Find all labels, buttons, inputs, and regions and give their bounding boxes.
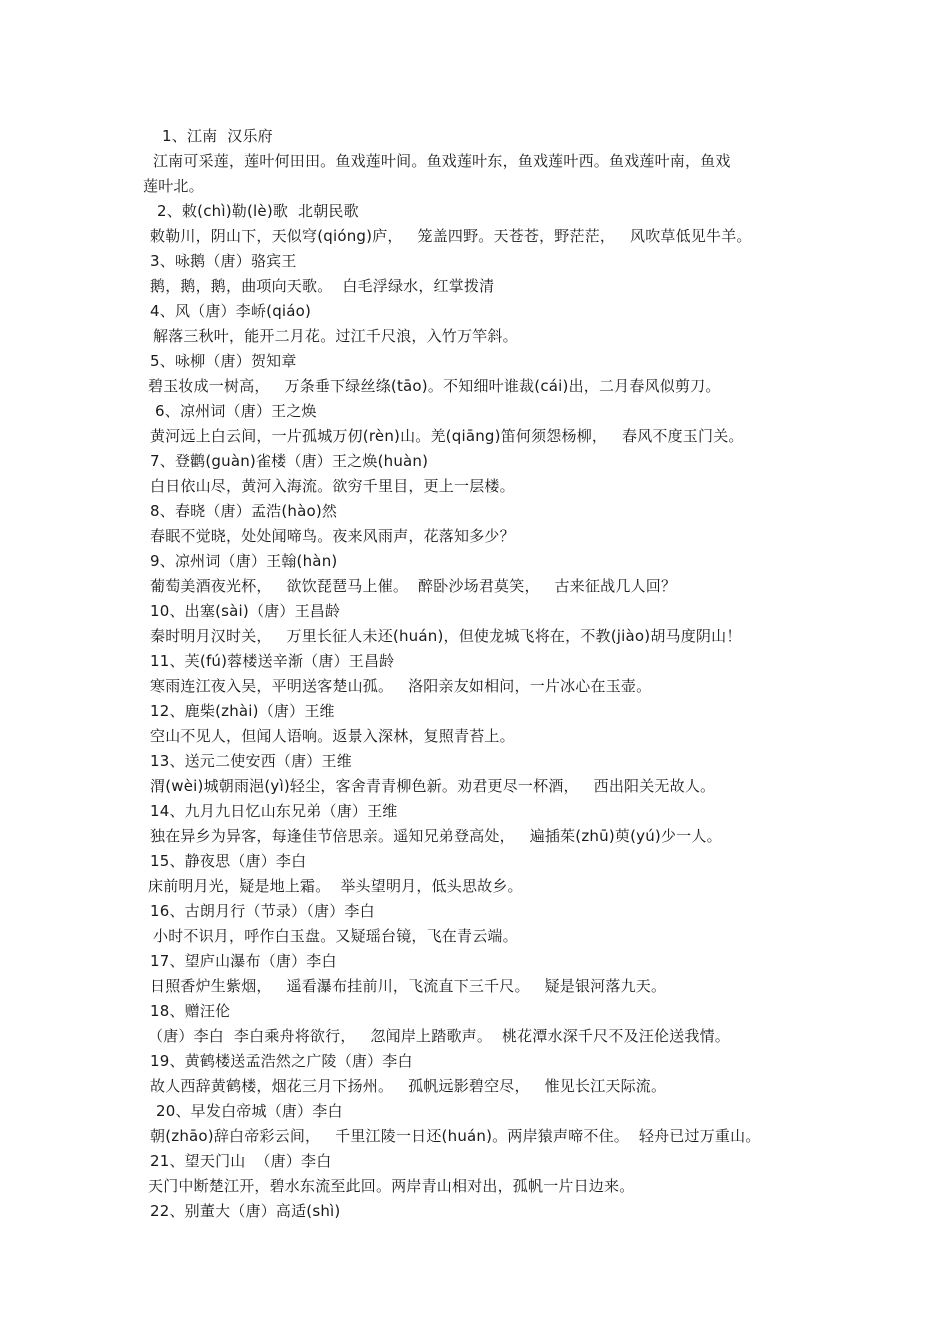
- poem-text: 春眠不觉晓，处处闻啼鸟。夜来风雨声，花落知多少？: [150, 527, 515, 545]
- poem-text: 寒雨连江夜入吴，平明送客楚山孤。 洛阳亲友如相问，一片冰心在玉壶。: [150, 677, 652, 695]
- poem-title: 18、赠汪伦: [150, 1002, 231, 1020]
- poem-title: 20、早发白帝城（唐）李白: [156, 1102, 343, 1120]
- poem-text: 黄河远上白云间，一片孤城万仞(rèn)山。羌(qiāng)笛何须怨杨柳， 春风不度玉门关。: [150, 427, 744, 445]
- poem-title: 14、九月九日忆山东兄弟（唐）王维: [150, 802, 398, 820]
- poem-title: 16、古朗月行（节录）（唐）李白: [150, 902, 375, 920]
- poem-text: 解落三秋叶，能开二月花。过江千尺浪，入竹万竿斜。: [153, 327, 518, 345]
- poem-text: 碧玉妆成一树高， 万条垂下绿丝绦(tāo)。不知细叶谁裁(cái)出，二月春风似剪刀。: [148, 377, 721, 395]
- poem-title: 4、风（唐）李峤(qiáo): [150, 302, 312, 320]
- poem-title: 10、出塞(sài)（唐）王昌龄: [150, 602, 341, 620]
- poem-text: 朝(zhāo)辞白帝彩云间， 千里江陵一日还(huán)。两岸猿声啼不住。 轻舟已过万重山。: [150, 1127, 761, 1145]
- poem-title: 2、敕(chì)勒(lè)歌 北朝民歌: [157, 202, 359, 220]
- poem-text: 莲叶北。: [143, 177, 204, 195]
- poem-title: 7、登鹳(guàn)雀楼（唐）王之焕(huàn): [150, 452, 429, 470]
- poem-text: 秦时明月汉时关， 万里长征人未还(huán)，但使龙城飞将在，不教(jiào)胡马度阴山！: [150, 627, 742, 645]
- poem-title: 21、望天门山 （唐）李白: [150, 1152, 332, 1170]
- poem-text: 床前明月光，疑是地上霜。 举头望明月，低头思故乡。: [148, 877, 523, 895]
- poem-title: 9、凉州词（唐）王翰(hàn): [150, 552, 338, 570]
- poem-title: 5、咏柳（唐）贺知章: [150, 352, 297, 370]
- poem-text: 葡萄美酒夜光杯， 欲饮琵琶马上催。 醉卧沙场君莫笑， 古来征战几人回？: [150, 577, 677, 595]
- poem-title: 17、望庐山瀑布（唐）李白: [150, 952, 337, 970]
- poem-title: 13、送元二使安西（唐）王维: [150, 752, 352, 770]
- poem-text: （唐）李白 李白乘舟将欲行， 忽闻岸上踏歌声。 桃花潭水深千尺不及汪伦送我情。: [148, 1027, 730, 1045]
- poem-text: 小时不识月，呼作白玉盘。又疑瑶台镜，飞在青云端。: [153, 927, 518, 945]
- poem-text: 江南可采莲，莲叶何田田。鱼戏莲叶间。鱼戏莲叶东，鱼戏莲叶西。鱼戏莲叶南，鱼戏: [148, 152, 731, 170]
- poem-text: 日照香炉生紫烟， 遥看瀑布挂前川，飞流直下三千尺。 疑是银河落九天。: [150, 977, 667, 995]
- poem-text: 敕勒川，阴山下，天似穹(qióng)庐， 笼盖四野。天苍苍，野茫茫， 风吹草低见牛羊。: [150, 227, 752, 245]
- poem-title: 11、芙(fú)蓉楼送辛渐（唐）王昌龄: [150, 652, 395, 670]
- poem-text: 天门中断楚江开，碧水东流至此回。两岸青山相对出，孤帆一片日边来。: [148, 1177, 635, 1195]
- poem-title: 6、凉州词（唐）王之焕: [155, 402, 317, 420]
- poem-title: 19、黄鹤楼送孟浩然之广陵（唐）李白: [150, 1052, 413, 1070]
- poem-title: 3、咏鹅（唐）骆宾王: [150, 252, 297, 270]
- poem-title: 8、春晓（唐）孟浩(hào)然: [150, 502, 338, 520]
- poem-text: 独在异乡为异客，每逢佳节倍思亲。遥知兄弟登高处， 遍插茱(zhū)萸(yú)少一人。: [150, 827, 722, 845]
- poem-text: 空山不见人，但闻人语响。返景入深林，复照青苔上。: [150, 727, 515, 745]
- poem-text: 故人西辞黄鹤楼，烟花三月下扬州。 孤帆远影碧空尽， 惟见长江天际流。: [150, 1077, 667, 1095]
- poem-title: 1、江南 汉乐府: [162, 127, 273, 145]
- poem-title: 15、静夜思（唐）李白: [150, 852, 307, 870]
- poem-text: 鹅，鹅，鹅，曲项向天歌。 白毛浮绿水，红掌拨清: [150, 277, 495, 295]
- poem-text: 渭(wèi)城朝雨浥(yì)轻尘，客舍青青柳色新。劝君更尽一杯酒， 西出阳关无故人。: [150, 777, 716, 795]
- poem-title: 12、鹿柴(zhài)（唐）王维: [150, 702, 335, 720]
- poem-text: 白日依山尽，黄河入海流。欲穷千里目，更上一层楼。: [150, 477, 515, 495]
- poem-title: 22、别董大（唐）高适(shì): [150, 1202, 341, 1220]
